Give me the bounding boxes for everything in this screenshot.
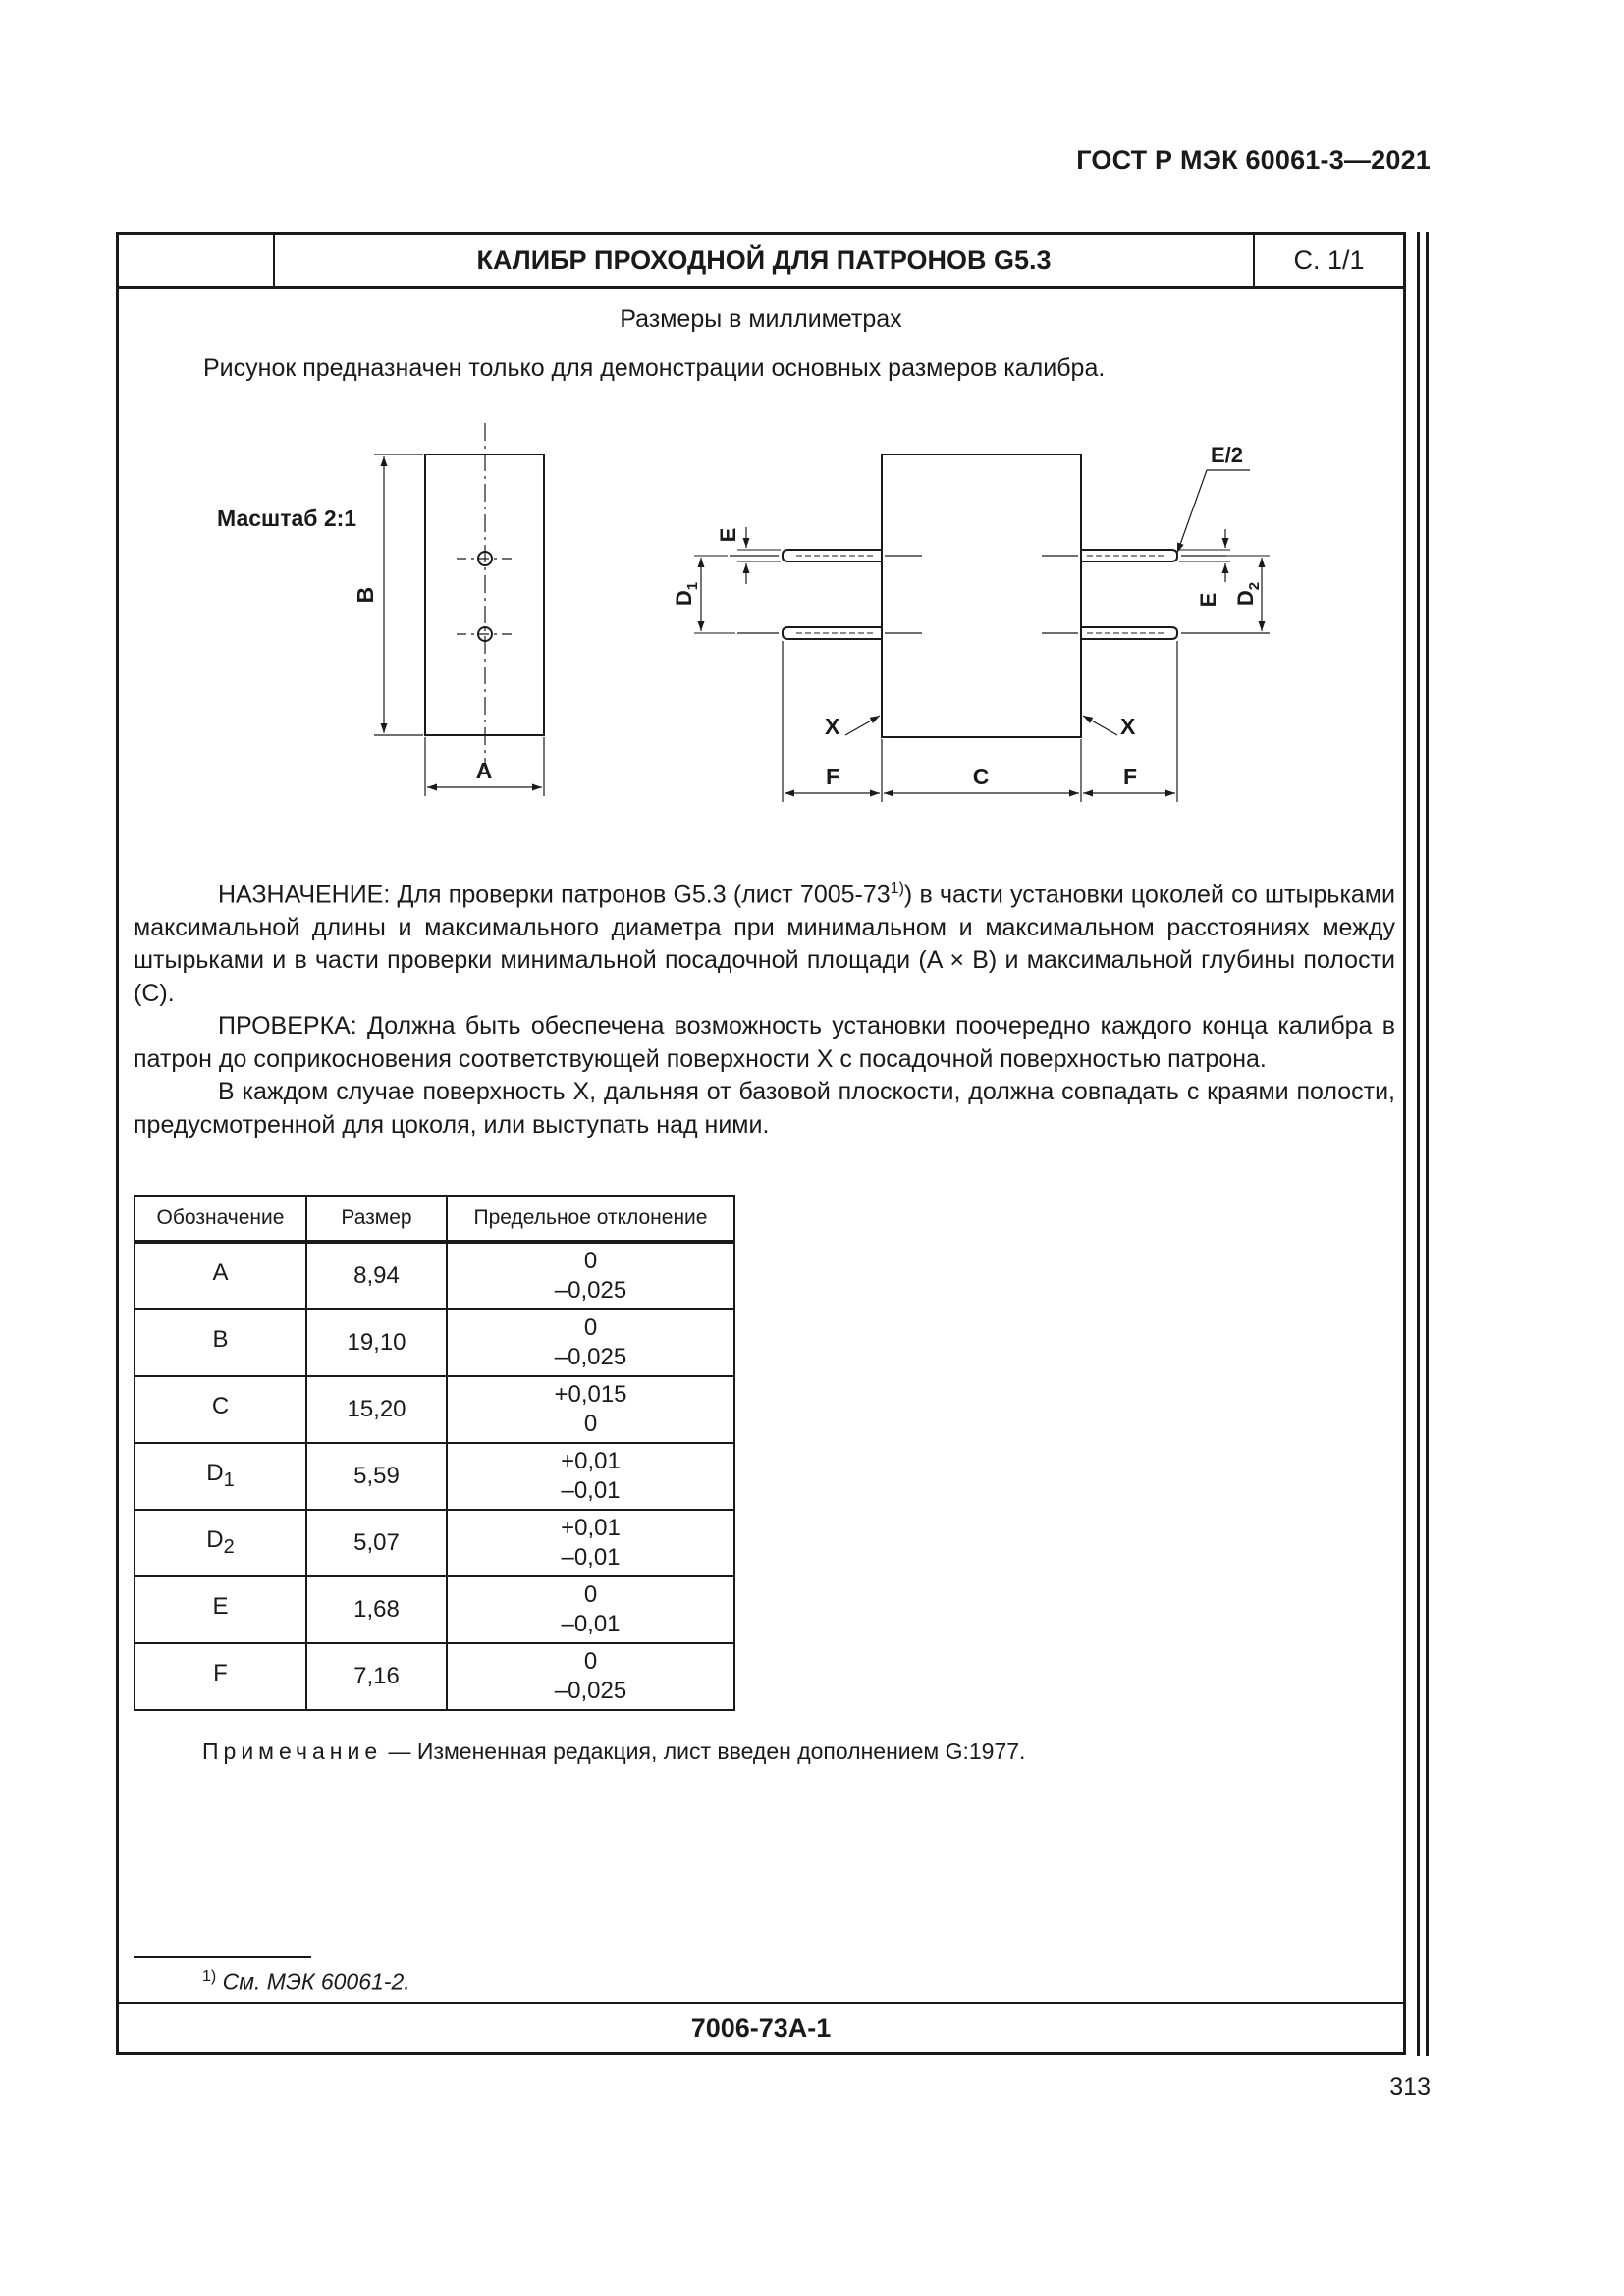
header-size: Размер <box>306 1196 447 1242</box>
tolerance-cell: 0 –0,025 <box>447 1643 734 1710</box>
standard-code: ГОСТ Р МЭК 60061-3—2021 <box>1076 145 1431 175</box>
svg-text:D2 <box>1233 582 1263 606</box>
footnote <box>202 1968 410 1996</box>
frame-edge-line <box>1426 232 1429 2056</box>
surface-paragraph: В каждом случае поверхность X, дальняя от базовой плоскости, должна совпадать с краями полости, предусмотренной для цоколя, или выступать над ними. <box>134 1078 1395 1139</box>
label-f-left: F <box>825 764 840 789</box>
table-row <box>135 1242 734 1309</box>
footnote-separator <box>134 1956 311 1958</box>
footnote-text: См. МЭК 60061-2. <box>216 1968 410 1995</box>
label-f-right: F <box>1122 764 1138 789</box>
size-cell: 19,10 <box>306 1309 447 1376</box>
table-row <box>135 1576 734 1643</box>
label-d1-subscript: 1 <box>684 581 701 591</box>
size-cell: 1,68 <box>306 1576 447 1643</box>
frame-edge-line <box>1417 232 1420 2056</box>
size-cell: 7,16 <box>306 1643 447 1710</box>
label-a: A <box>475 758 493 783</box>
page-number: 313 <box>1389 2073 1431 2101</box>
sheet-number: С. 1/1 <box>1293 245 1365 275</box>
description-text <box>134 873 1395 1142</box>
label-e-left: E <box>716 527 740 543</box>
note-label: Примечание <box>202 1738 383 1764</box>
designation-cell: $D_1$ <box>135 1443 306 1510</box>
designation-cell: E <box>135 1576 306 1643</box>
table-row <box>135 1376 734 1443</box>
tolerance-cell: +0,015 0 <box>447 1376 734 1443</box>
tolerance-cell: 0 –0,01 <box>447 1576 734 1643</box>
label-x-left: X <box>825 714 840 739</box>
label-b: B <box>352 586 378 604</box>
designation-cell: $D_2$ <box>135 1510 306 1576</box>
svg-text:D1 <box>672 582 701 606</box>
sheet-footer: 7006-73A-1 <box>119 2002 1403 2052</box>
label-e-right: E <box>1196 592 1220 608</box>
label-d1: D <box>672 590 696 607</box>
footnote-marker: 1) <box>202 1968 217 1985</box>
size-cell: 8,94 <box>306 1242 447 1309</box>
gauge-drawing <box>119 235 1403 863</box>
gauge-body <box>882 454 1081 737</box>
tolerance-cell: 0 –0,025 <box>447 1309 734 1376</box>
size-cell: 5,59 <box>306 1443 447 1510</box>
table-row <box>135 1443 734 1510</box>
tolerance-cell: +0,01 –0,01 <box>447 1510 734 1576</box>
surface-x-right-leader <box>1083 716 1117 735</box>
header-designation: Обозначение <box>135 1196 306 1242</box>
label-x-right: X <box>1120 714 1136 739</box>
label-e-half: E/2 <box>1211 443 1244 467</box>
designation-cell: F <box>135 1643 306 1710</box>
table-header-row <box>135 1196 734 1242</box>
note-text: — Измененная редакция, лист введен дополнением G:1977. <box>382 1738 1026 1764</box>
table-row <box>135 1510 734 1576</box>
sheet-frame <box>116 232 1406 2055</box>
tolerance-cell: 0 –0,025 <box>447 1242 734 1309</box>
sheet-title: КАЛИБР ПРОХОДНОЙ ДЛЯ ПАТРОНОВ G5.3 <box>275 235 1255 286</box>
check-paragraph: ПРОВЕРКА: Должна быть обеспечена возможность установки поочередно каждого конца калибра в патрон до соприкосновения соответствующей поверхности X с посадочной поверхностью патрона. <box>134 1012 1395 1073</box>
designation-cell: C <box>135 1376 306 1443</box>
table-row <box>135 1643 734 1710</box>
dimensions-table <box>134 1195 735 1711</box>
scale-label: Масштаб 2:1 <box>217 506 357 531</box>
label-d2-subscript: 2 <box>1246 581 1263 591</box>
purpose-paragraph: НАЗНАЧЕНИЕ: Для проверки патронов G5.3 (лист 7005-73$^{1)}$) в части установки цоколей со штырьками максимальной длины и максимального диаметра при минимальном и максимальном расстояниях между штырьками и в части проверки минимальной посадочной площади (A × B) и максимальной глубины полости (C). <box>134 881 1395 1007</box>
dimensions-table-wrap <box>134 1195 735 1711</box>
footnote-ref: 1) <box>890 881 904 897</box>
label-d2: D <box>1233 590 1258 607</box>
note <box>202 1738 1025 1765</box>
designation-cell: B <box>135 1309 306 1376</box>
tolerance-cell: +0,01 –0,01 <box>447 1443 734 1510</box>
size-cell: 5,07 <box>306 1510 447 1576</box>
figure-note: Рисунок предназначен только для демонстрации основных размеров калибра. <box>203 354 1106 382</box>
surface-x-left-leader <box>845 716 880 735</box>
header-tolerance: Предельное отклонение <box>447 1196 734 1242</box>
designation-cell: A <box>135 1242 306 1309</box>
table-row <box>135 1309 734 1376</box>
size-cell: 15,20 <box>306 1376 447 1443</box>
units-note: Размеры в миллиметрах <box>620 305 902 333</box>
label-c: C <box>972 764 990 789</box>
